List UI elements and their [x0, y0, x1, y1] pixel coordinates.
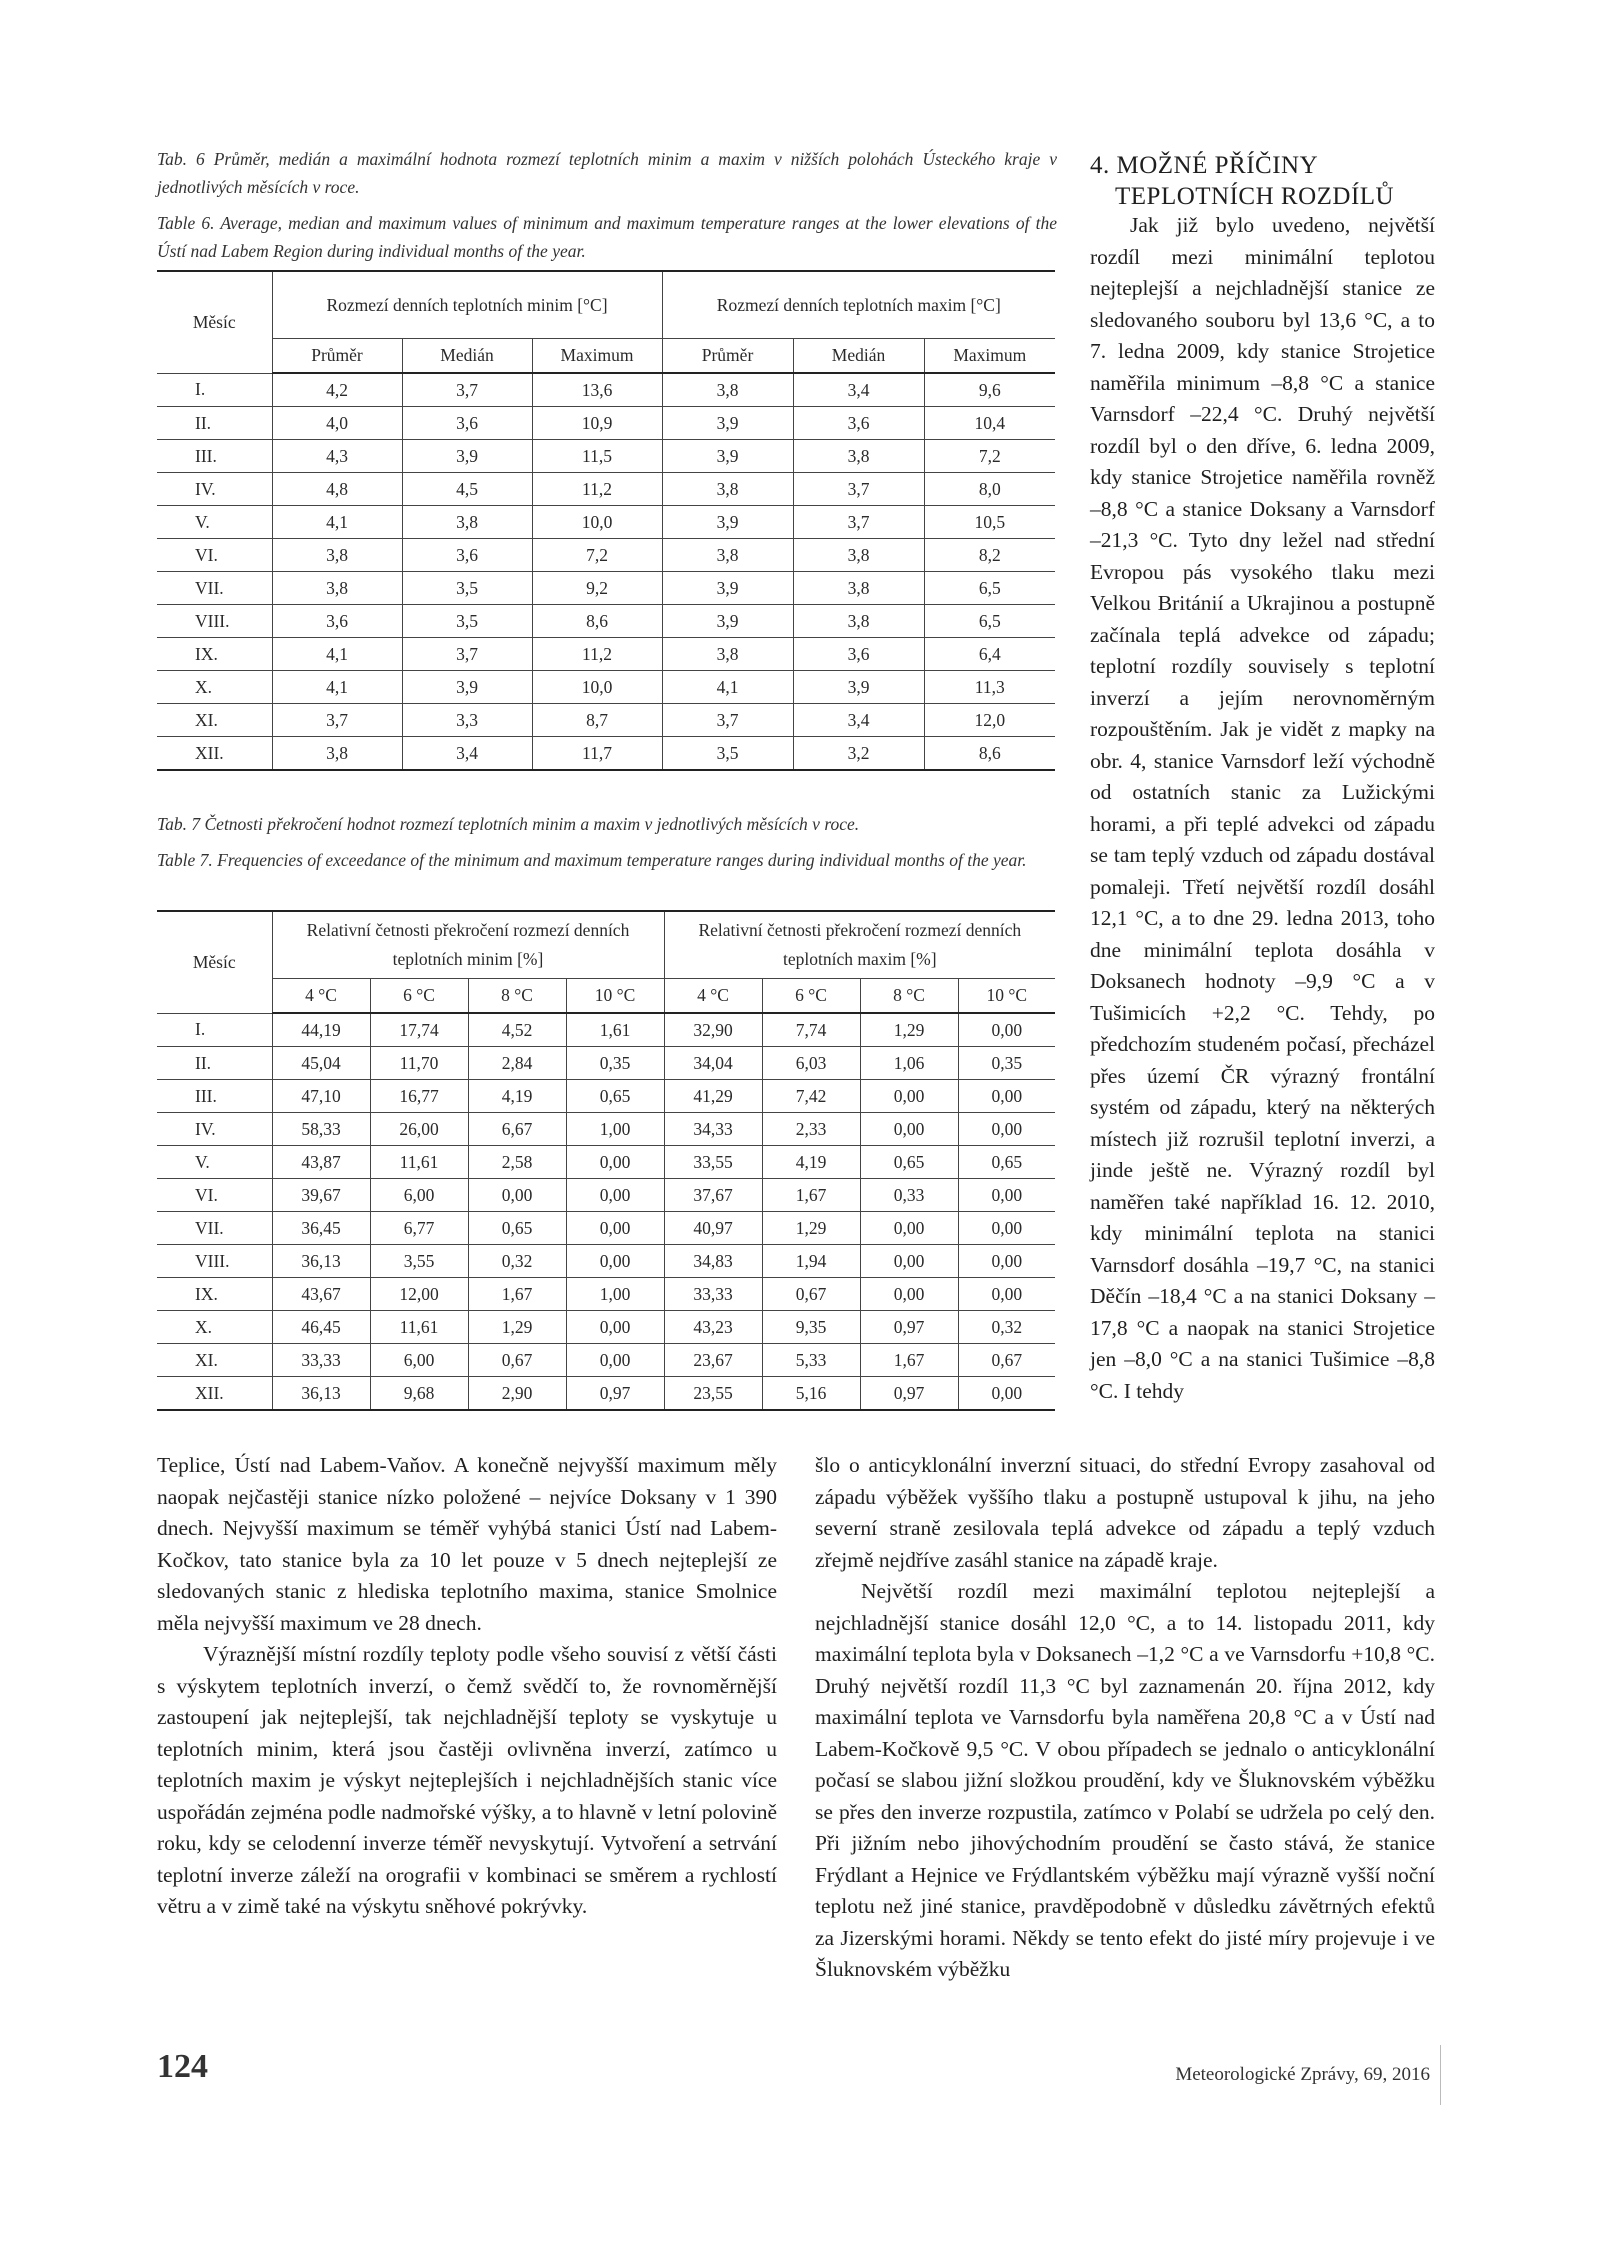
- value-cell: 6,5: [924, 605, 1055, 638]
- month-cell: V.: [157, 1146, 272, 1179]
- value-cell: 3,4: [402, 737, 532, 771]
- value-cell: 3,7: [793, 506, 924, 539]
- value-cell: 1,67: [468, 1278, 566, 1311]
- value-cell: 10,4: [924, 407, 1055, 440]
- month-cell: VIII.: [157, 605, 272, 638]
- value-cell: 3,55: [370, 1245, 468, 1278]
- value-cell: 0,00: [860, 1212, 958, 1245]
- value-cell: 34,33: [664, 1113, 762, 1146]
- tab7-subheader: 6 °C: [762, 979, 860, 1014]
- value-cell: 9,2: [532, 572, 662, 605]
- value-cell: 3,6: [402, 539, 532, 572]
- month-cell: XII.: [157, 737, 272, 771]
- value-cell: 3,6: [402, 407, 532, 440]
- tab6-caption-en: Table 6. Average, median and maximum values of minimum and maximum temperature ranges at the lower elevations of the Ústí nad Labem Region during individual months of the year.: [157, 213, 1057, 261]
- right-paragraph-1: šlo o anticyklonální inverzní situaci, do střední Evropy zasahoval od západu výběžek vyššího tlaku a postupně ustupoval k jihu, na jeho severní straně zesilovala teplá advekce od západu a teplý vzduch zřejmě nejdříve zasáhl stanice na západě kraje.: [815, 1453, 1435, 1572]
- value-cell: 0,35: [958, 1047, 1055, 1080]
- value-cell: 0,35: [566, 1047, 664, 1080]
- value-cell: 1,94: [762, 1245, 860, 1278]
- tab7-caption-en: Table 7. Frequencies of exceedance of the minimum and maximum temperature ranges during individual months of the year.: [157, 850, 1027, 870]
- page-number: 124: [157, 2048, 208, 2085]
- value-cell: 58,33: [272, 1113, 370, 1146]
- value-cell: 33,55: [664, 1146, 762, 1179]
- value-cell: 1,00: [566, 1278, 664, 1311]
- value-cell: 3,9: [402, 671, 532, 704]
- value-cell: 2,84: [468, 1047, 566, 1080]
- value-cell: 4,0: [272, 407, 402, 440]
- table-6: [157, 270, 1055, 771]
- value-cell: 4,52: [468, 1013, 566, 1047]
- value-cell: 0,97: [860, 1377, 958, 1411]
- month-cell: III.: [157, 1080, 272, 1113]
- value-cell: 43,67: [272, 1278, 370, 1311]
- section-heading: [1090, 150, 1440, 212]
- journal-name: Meteorologické Zprávy, 69, 2016: [1175, 2064, 1430, 2085]
- value-cell: 6,00: [370, 1344, 468, 1377]
- value-cell: 3,6: [272, 605, 402, 638]
- month-cell: IX.: [157, 1278, 272, 1311]
- table-row: [157, 1245, 1055, 1278]
- right-column: [815, 1450, 1435, 1986]
- tab6-subheader: Maximum: [532, 339, 662, 374]
- value-cell: 0,00: [566, 1146, 664, 1179]
- value-cell: 44,19: [272, 1013, 370, 1047]
- value-cell: 0,65: [958, 1146, 1055, 1179]
- value-cell: 34,83: [664, 1245, 762, 1278]
- tab7-caption-cz: Tab. 7 Četnosti překročení hodnot rozmezí teplotních minim a maxim v jednotlivých měsících v roce.: [157, 814, 860, 834]
- value-cell: 9,6: [924, 373, 1055, 407]
- value-cell: 10,5: [924, 506, 1055, 539]
- value-cell: 12,0: [924, 704, 1055, 737]
- tab6-subheader: Maximum: [924, 339, 1055, 374]
- value-cell: 2,90: [468, 1377, 566, 1411]
- tab7-subheader: 4 °C: [272, 979, 370, 1014]
- value-cell: 3,5: [402, 572, 532, 605]
- value-cell: 3,9: [662, 572, 793, 605]
- tab7-subheader: 4 °C: [664, 979, 762, 1014]
- tab6-subheader: Průměr: [272, 339, 402, 374]
- value-cell: 0,00: [958, 1212, 1055, 1245]
- table-row: [157, 1080, 1055, 1113]
- value-cell: 3,8: [793, 440, 924, 473]
- value-cell: 11,3: [924, 671, 1055, 704]
- table-row: [157, 605, 1055, 638]
- month-cell: VI.: [157, 539, 272, 572]
- value-cell: 6,4: [924, 638, 1055, 671]
- value-cell: 5,33: [762, 1344, 860, 1377]
- value-cell: 8,2: [924, 539, 1055, 572]
- value-cell: 3,8: [402, 506, 532, 539]
- tab7-subheader: 8 °C: [860, 979, 958, 1014]
- value-cell: 40,97: [664, 1212, 762, 1245]
- tab6-caption: [157, 145, 1057, 265]
- value-cell: 47,10: [272, 1080, 370, 1113]
- value-cell: 37,67: [664, 1179, 762, 1212]
- value-cell: 0,97: [566, 1377, 664, 1411]
- tab7-subheader: 10 °C: [566, 979, 664, 1014]
- value-cell: 4,5: [402, 473, 532, 506]
- value-cell: 3,6: [793, 407, 924, 440]
- table-row: [157, 737, 1055, 771]
- value-cell: 46,45: [272, 1311, 370, 1344]
- value-cell: 3,6: [793, 638, 924, 671]
- value-cell: 23,67: [664, 1344, 762, 1377]
- value-cell: 0,00: [860, 1278, 958, 1311]
- table-row: [157, 1013, 1055, 1047]
- tab6-group-min: Rozmezí denních teplotních minim [°C]: [272, 271, 662, 339]
- value-cell: 3,8: [662, 638, 793, 671]
- section-sidebar-text: Jak již bylo uvedeno, největší rozdíl mezi minimální teplotou nejteplejší a nejchladnější stanice ze sledovaného souboru byl 13,6 °C, a to 7. ledna 2009, kdy stanice Strojetice naměřila minimum –8,8 °C a stanice Varnsdorf –22,4 °C. Druhý největší rozdíl byl o den dříve, 6. ledna 2009, kdy stanice Strojetice naměřila rovněž –8,8 °C a stanice Doksany a Varnsdorf –21,3 °C. Tyto dny ležel nad střední Evropou pás vysokého tlaku mezi Velkou Británií a Ukrajinou a postupně začínala teplá advekce od západu; teplotní rozdíly souvisely s teplotní inverzí a jejím nerovnoměrným rozpouštěním. Jak je vidět z mapky na obr. 4, stanice Varnsdorf leží východně od ostatních stanic za Lužickými horami, a při teplé advekci od západu se tam teplý vzduch od západu dostával pomaleji. Třetí největší rozdíl dosáhl 12,1 °C, a to dne 29. ledna 2013, toho dne minimální teplota dosáhla v Doksanech hodnoty –9,9 °C a v Tušimicích +2,2 °C. Tehdy, po předchozím studeném počasí, přecházel přes území ČR výrazný frontální systém od západu, který na některých místech již rozrušil teplotní inverzi, a jinde ještě ne. Výrazný rozdíl byl naměřen také například 16. 12. 2010, kdy minimální teplota na stanici Varnsdorf dosáhla –19,7 °C, na stanici Děčín –18,4 °C a na stanici Doksany –17,8 °C a naopak na stanici Strojetice jen –8,0 °C a na stanici Tušimice –8,8 °C. I tehdy: [1090, 213, 1435, 1403]
- month-cell: VII.: [157, 1212, 272, 1245]
- value-cell: 0,67: [958, 1344, 1055, 1377]
- value-cell: 3,7: [793, 473, 924, 506]
- value-cell: 3,8: [793, 572, 924, 605]
- table-row: [157, 572, 1055, 605]
- value-cell: 11,7: [532, 737, 662, 771]
- value-cell: 43,23: [664, 1311, 762, 1344]
- value-cell: 16,77: [370, 1080, 468, 1113]
- value-cell: 8,7: [532, 704, 662, 737]
- table-row: [157, 539, 1055, 572]
- table-7: [157, 910, 1055, 1411]
- value-cell: 11,70: [370, 1047, 468, 1080]
- value-cell: 0,97: [860, 1311, 958, 1344]
- value-cell: 7,2: [532, 539, 662, 572]
- tab6-group-max: Rozmezí denních teplotních maxim [°C]: [662, 271, 1055, 339]
- value-cell: 7,42: [762, 1080, 860, 1113]
- tab7-group-max: Relativní četnosti překročení rozmezí denních teplotních maxim [%]: [664, 911, 1055, 979]
- month-cell: VI.: [157, 1179, 272, 1212]
- value-cell: 0,00: [860, 1080, 958, 1113]
- value-cell: 0,65: [860, 1146, 958, 1179]
- value-cell: 1,29: [860, 1013, 958, 1047]
- value-cell: 4,1: [662, 671, 793, 704]
- tab6-subheader: Medián: [402, 339, 532, 374]
- month-cell: V.: [157, 506, 272, 539]
- tab7-group-min: Relativní četnosti překročení rozmezí denních teplotních minim [%]: [272, 911, 664, 979]
- value-cell: 6,00: [370, 1179, 468, 1212]
- value-cell: 3,9: [662, 407, 793, 440]
- table-row: [157, 1179, 1055, 1212]
- value-cell: 3,4: [793, 373, 924, 407]
- value-cell: 0,00: [566, 1179, 664, 1212]
- value-cell: 33,33: [664, 1278, 762, 1311]
- value-cell: 0,00: [566, 1311, 664, 1344]
- value-cell: 0,00: [566, 1245, 664, 1278]
- value-cell: 36,45: [272, 1212, 370, 1245]
- value-cell: 17,74: [370, 1013, 468, 1047]
- value-cell: 36,13: [272, 1245, 370, 1278]
- value-cell: 4,1: [272, 638, 402, 671]
- table-row: [157, 671, 1055, 704]
- tab7-subheader: 6 °C: [370, 979, 468, 1014]
- value-cell: 3,8: [272, 539, 402, 572]
- value-cell: 11,2: [532, 473, 662, 506]
- value-cell: 6,67: [468, 1113, 566, 1146]
- value-cell: 43,87: [272, 1146, 370, 1179]
- month-cell: II.: [157, 407, 272, 440]
- month-cell: X.: [157, 1311, 272, 1344]
- table-row: [157, 473, 1055, 506]
- value-cell: 8,6: [532, 605, 662, 638]
- month-cell: IV.: [157, 1113, 272, 1146]
- value-cell: 4,2: [272, 373, 402, 407]
- value-cell: 36,13: [272, 1377, 370, 1411]
- tab7-col-month: Měsíc: [157, 911, 272, 1013]
- table-row: [157, 1278, 1055, 1311]
- month-cell: IX.: [157, 638, 272, 671]
- value-cell: 1,67: [762, 1179, 860, 1212]
- month-cell: I.: [157, 1013, 272, 1047]
- value-cell: 0,67: [762, 1278, 860, 1311]
- value-cell: 4,1: [272, 671, 402, 704]
- value-cell: 1,61: [566, 1013, 664, 1047]
- tab7-subheader: 8 °C: [468, 979, 566, 1014]
- value-cell: 4,19: [468, 1080, 566, 1113]
- value-cell: 3,8: [793, 605, 924, 638]
- month-cell: X.: [157, 671, 272, 704]
- value-cell: 0,00: [860, 1245, 958, 1278]
- value-cell: 3,8: [662, 373, 793, 407]
- value-cell: 0,67: [468, 1344, 566, 1377]
- value-cell: 34,04: [664, 1047, 762, 1080]
- month-cell: I.: [157, 373, 272, 407]
- value-cell: 3,9: [662, 440, 793, 473]
- value-cell: 3,8: [793, 539, 924, 572]
- value-cell: 6,03: [762, 1047, 860, 1080]
- value-cell: 5,16: [762, 1377, 860, 1411]
- month-cell: II.: [157, 1047, 272, 1080]
- month-cell: III.: [157, 440, 272, 473]
- value-cell: 0,00: [860, 1113, 958, 1146]
- value-cell: 7,74: [762, 1013, 860, 1047]
- tab6-subheader: Medián: [793, 339, 924, 374]
- value-cell: 2,58: [468, 1146, 566, 1179]
- value-cell: 3,5: [662, 737, 793, 771]
- value-cell: 10,0: [532, 671, 662, 704]
- value-cell: 23,55: [664, 1377, 762, 1411]
- table-row: [157, 1377, 1055, 1411]
- value-cell: 41,29: [664, 1080, 762, 1113]
- month-cell: XI.: [157, 1344, 272, 1377]
- value-cell: 13,6: [532, 373, 662, 407]
- value-cell: 3,7: [402, 373, 532, 407]
- value-cell: 1,00: [566, 1113, 664, 1146]
- value-cell: 3,8: [662, 473, 793, 506]
- value-cell: 0,00: [468, 1179, 566, 1212]
- value-cell: 0,65: [566, 1080, 664, 1113]
- value-cell: 0,00: [958, 1080, 1055, 1113]
- value-cell: 3,9: [662, 605, 793, 638]
- value-cell: 0,32: [958, 1311, 1055, 1344]
- value-cell: 0,00: [566, 1212, 664, 1245]
- table-row: [157, 373, 1055, 407]
- value-cell: 2,33: [762, 1113, 860, 1146]
- value-cell: 39,67: [272, 1179, 370, 1212]
- value-cell: 4,19: [762, 1146, 860, 1179]
- value-cell: 3,9: [793, 671, 924, 704]
- value-cell: 3,9: [662, 506, 793, 539]
- value-cell: 3,4: [793, 704, 924, 737]
- value-cell: 0,00: [566, 1344, 664, 1377]
- month-cell: XI.: [157, 704, 272, 737]
- value-cell: 9,68: [370, 1377, 468, 1411]
- value-cell: 3,7: [402, 638, 532, 671]
- value-cell: 3,9: [402, 440, 532, 473]
- value-cell: 3,8: [662, 539, 793, 572]
- value-cell: 4,1: [272, 506, 402, 539]
- value-cell: 10,9: [532, 407, 662, 440]
- table-row: [157, 1113, 1055, 1146]
- value-cell: 3,3: [402, 704, 532, 737]
- value-cell: 1,67: [860, 1344, 958, 1377]
- value-cell: 12,00: [370, 1278, 468, 1311]
- value-cell: 1,29: [468, 1311, 566, 1344]
- right-paragraph-2: Největší rozdíl mezi maximální teplotou nejteplejší a nejchladnější stanice dosáhl 12,0 °C, a to 14. listopadu 2011, kdy maximální teplota byla v Doksanech –1,2 °C a ve Varnsdorfu +10,8 °C. Druhý největší rozdíl 11,3 °C byl zaznamenán 20. října 2012, kdy maximální teplota ve Varnsdorfu byla naměřena 20,8 °C a v Ústí nad Labem-Kočkově 9,5 °C. V obou případech se jednalo o anticyklonální počasí se slabou jižní složkou proudění, kdy ve Šluknovském výběžku se přes den inverze rozpustila, zatímco v Polabí se udržela po celý den. Při jižním nebo jihovýchodním proudění se často stává, že stanice Frýdlant a Hejnice ve Frýdlantském výběžku mají výrazně vyšší noční teplotu než jiné stanice, pravděpodobně v důsledku závětrných efektů za Jizerskými horami. Někdy se tento efekt do jisté míry projevuje i ve Šluknovském výběžku: [815, 1579, 1435, 1981]
- table-row: [157, 638, 1055, 671]
- value-cell: 4,3: [272, 440, 402, 473]
- table-row: [157, 704, 1055, 737]
- table-row: [157, 1311, 1055, 1344]
- table-row: [157, 440, 1055, 473]
- section-heading-line2: TEPLOTNÍCH ROZDÍLŮ: [1115, 183, 1395, 210]
- value-cell: 0,65: [468, 1212, 566, 1245]
- value-cell: 3,2: [793, 737, 924, 771]
- value-cell: 3,7: [272, 704, 402, 737]
- table-row: [157, 1212, 1055, 1245]
- table-row: [157, 1146, 1055, 1179]
- value-cell: 0,00: [958, 1013, 1055, 1047]
- value-cell: 0,32: [468, 1245, 566, 1278]
- left-paragraph-1: Teplice, Ústí nad Labem-Vaňov. A konečně nejvyšší maximum měly naopak nejčastěji stanice nízko položené – nejvíce Doksany v 1 390 dnech. Nejvyšší maximum se téměř vyhýbá stanici Ústí nad Labem-Kočkov, tato stanice byla za 10 let pouze v 5 dnech nejteplejší ze sledovaných stanic z hlediska teplotního maxima, stanice Smolnice měla nejvyšší maximum ve 28 dnech.: [157, 1453, 777, 1635]
- value-cell: 0,00: [958, 1179, 1055, 1212]
- section-heading-line1: 4. MOŽNÉ PŘÍČINY: [1090, 152, 1319, 179]
- tab7-subheader: 10 °C: [958, 979, 1055, 1014]
- value-cell: 11,2: [532, 638, 662, 671]
- value-cell: 7,2: [924, 440, 1055, 473]
- month-cell: IV.: [157, 473, 272, 506]
- value-cell: 0,00: [958, 1278, 1055, 1311]
- value-cell: 26,00: [370, 1113, 468, 1146]
- tab7-caption: [157, 810, 1057, 874]
- value-cell: 1,06: [860, 1047, 958, 1080]
- value-cell: 8,6: [924, 737, 1055, 771]
- value-cell: 9,35: [762, 1311, 860, 1344]
- month-cell: XII.: [157, 1377, 272, 1411]
- value-cell: 45,04: [272, 1047, 370, 1080]
- value-cell: 0,00: [958, 1113, 1055, 1146]
- value-cell: 3,8: [272, 572, 402, 605]
- value-cell: 33,33: [272, 1344, 370, 1377]
- footer-rule: [1440, 2045, 1441, 2105]
- table-row: [157, 1344, 1055, 1377]
- left-paragraph-2: Výraznější místní rozdíly teploty podle všeho souvisí z větší části s výskytem teplotních inverzí, o čemž svědčí to, že rovnoměrnější zastoupení jak nejteplejší, tak nejchladnější teploty se vyskytuje u teplotních minim, která jsou častěji ovlivněna inverzí, zatímco u teplotních maxim je výskyt nejteplejších i nejchladnějších stanic více uspořádán zejména podle nadmořské výšky, a to hlavně v letní polovině roku, kdy se celodenní inverze téměř nevyskytují. Vytvoření a setrvání teplotní inverze záleží na orografii v kombinaci se směrem a rychlostí větru a v zimě také na výskytu sněhové pokrývky.: [157, 1642, 777, 1918]
- value-cell: 0,00: [958, 1377, 1055, 1411]
- value-cell: 1,29: [762, 1212, 860, 1245]
- value-cell: 3,5: [402, 605, 532, 638]
- value-cell: 10,0: [532, 506, 662, 539]
- month-cell: VII.: [157, 572, 272, 605]
- table-row: [157, 407, 1055, 440]
- value-cell: 3,8: [272, 737, 402, 771]
- value-cell: 3,7: [662, 704, 793, 737]
- month-cell: VIII.: [157, 1245, 272, 1278]
- tab6-caption-cz: Tab. 6 Průměr, medián a maximální hodnota rozmezí teplotních minim a maxim v nižších polohách Ústeckého kraje v jednotlivých měsících v roce.: [157, 149, 1057, 197]
- value-cell: 11,61: [370, 1311, 468, 1344]
- value-cell: 4,8: [272, 473, 402, 506]
- value-cell: 0,00: [958, 1245, 1055, 1278]
- value-cell: 32,90: [664, 1013, 762, 1047]
- tab6-col-month: Měsíc: [157, 271, 272, 373]
- table-row: [157, 1047, 1055, 1080]
- value-cell: 6,5: [924, 572, 1055, 605]
- left-column: [157, 1450, 777, 1923]
- value-cell: 0,33: [860, 1179, 958, 1212]
- table-row: [157, 506, 1055, 539]
- tab6-subheader: Průměr: [662, 339, 793, 374]
- value-cell: 8,0: [924, 473, 1055, 506]
- value-cell: 11,61: [370, 1146, 468, 1179]
- value-cell: 6,77: [370, 1212, 468, 1245]
- value-cell: 11,5: [532, 440, 662, 473]
